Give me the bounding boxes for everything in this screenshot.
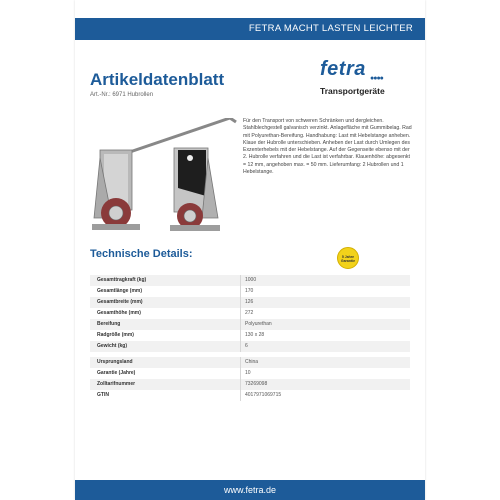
table-row [90, 308, 410, 319]
datasheet [75, 0, 425, 500]
spec-value: Polyurethan [245, 321, 272, 327]
spec-key: Gewicht (kg) [97, 343, 128, 349]
spec-key: Bereifung [97, 321, 121, 327]
table-row [90, 379, 410, 390]
spec-key: Gesamthöhe (mm) [97, 310, 141, 316]
footer-bar [75, 480, 425, 500]
table-row [90, 297, 410, 308]
spec-key: Zolltarifnummer [97, 381, 136, 387]
page-title: Artikeldatenblatt [90, 70, 225, 89]
fetra-logo [318, 58, 408, 98]
top-banner [75, 18, 425, 40]
logo-dots-icon: ●●●● [370, 75, 383, 82]
spec-value: 170 [245, 288, 254, 294]
spec-key: Ursprungsland [97, 359, 133, 365]
spec-value: 6 [245, 343, 248, 349]
spec-value: 10 [245, 370, 251, 376]
table-row [90, 330, 410, 341]
table-row [90, 319, 410, 330]
spec-value: 4017971069715 [245, 392, 282, 398]
tech-details-heading: Technische Details: [90, 248, 193, 260]
spec-key: Radgröße (mm) [97, 332, 134, 338]
warranty-badge-text: 5 Jahre Garantie [340, 255, 356, 263]
table-row [90, 275, 410, 286]
article-number: Art.-Nr.: 6971 Hubrollen [90, 92, 154, 98]
table-row [90, 390, 410, 401]
logo-wordmark: fetra [320, 58, 366, 80]
banner-slogan: FETRA MACHT LASTEN LEICHTER [248, 23, 413, 34]
spec-value: 1000 [245, 277, 257, 283]
spec-key: GTIN [97, 392, 109, 398]
spec-value: 272 [245, 310, 254, 316]
logo-subtitle: Transportgeräte [320, 86, 385, 96]
product-description: Für den Transport von schweren Schränken und dergleichen. Stahlblechgestell galvanisch verzinkt. Anlagefläche mit Gummibelag. Rad mit Polyurethan-Bereifung. Handhabung: Last mit Hebelstange anheben. Klaue der Hubrolle unterschieben. Anheben der Last durch Umlegen des Exzenterhebels mit der Hebelstange. Auf der Gegenseite ebenso mit der 2. Hubrolle verfahren und die Last ist verfahrbar. Klauenhöhe: abgesenkt = 12 mm, angehoben max. = 50 mm. Lieferumfang: 2 Hubrollen und 1 Hebelstange. [243, 118, 412, 176]
spec-value: 73269098 [245, 381, 268, 387]
spec-key: Gesamtlänge (mm) [97, 288, 143, 294]
spec-key: Gesamttragkraft (kg) [97, 277, 147, 283]
table-row [90, 341, 410, 352]
spec-key: Garantie (Jahre) [97, 370, 136, 376]
table-row [90, 286, 410, 297]
spec-value: 126 [245, 299, 254, 305]
spec-value: China [245, 359, 259, 365]
table-row [90, 368, 410, 379]
spec-value: 130 x 28 [245, 332, 265, 338]
product-photo [90, 118, 240, 238]
table-row [90, 357, 410, 368]
footer-url-link[interactable]: www.fetra.de [223, 485, 277, 495]
specs-table [90, 275, 410, 401]
warranty-badge-icon [337, 247, 359, 269]
spec-key: Gesamtbreite (mm) [97, 299, 143, 305]
